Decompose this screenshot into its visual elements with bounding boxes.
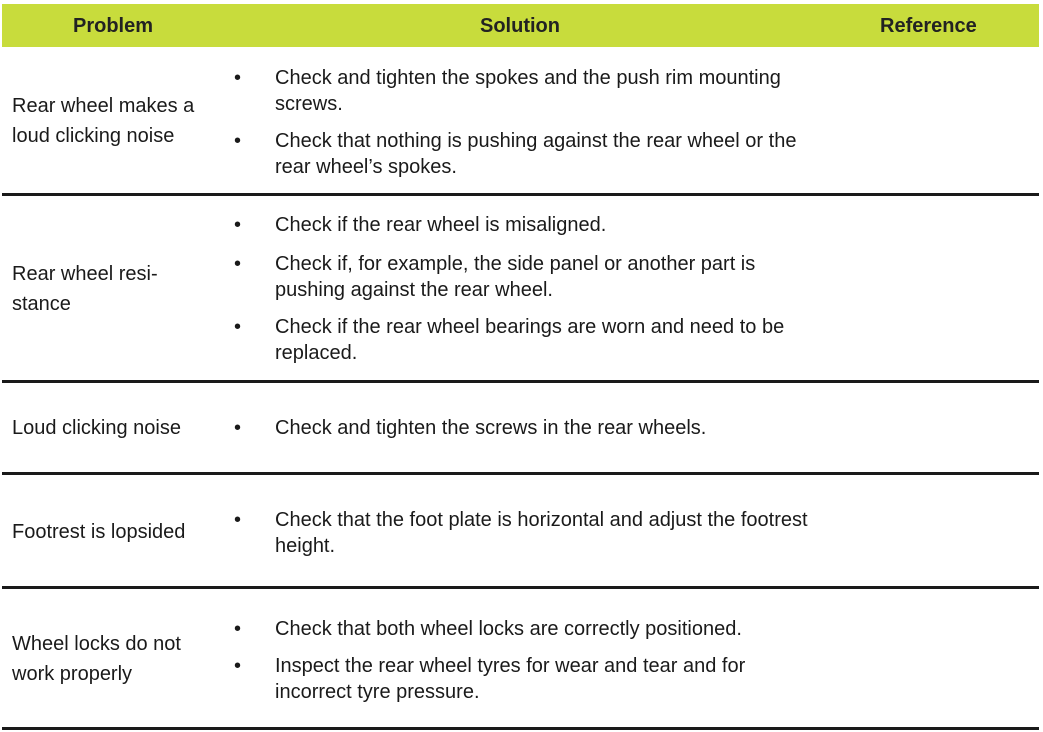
problem-cell: Wheel locks do not work properly: [12, 633, 181, 685]
bullet: •: [234, 618, 242, 640]
table-header: [2, 4, 1039, 47]
table-row: [2, 475, 1039, 586]
header-problem: Problem: [73, 15, 154, 37]
table-row: [2, 196, 1039, 380]
bullet: •: [234, 214, 242, 236]
solution-text: Check that both wheel locks are correctly positioned.: [275, 618, 742, 640]
bullet: •: [234, 253, 242, 275]
header-reference: Reference: [880, 15, 977, 37]
bullet: •: [234, 509, 242, 531]
problem-cell: Footrest is lopsided: [12, 521, 186, 543]
bullet: •: [234, 655, 242, 677]
solution-text: Check and tighten the screws in the rear wheels.: [275, 417, 707, 439]
solution-text: Check if, for example, the side panel or another part is pushing against the rear wheel.: [275, 253, 756, 301]
problem-cell: Rear wheel makes a loud clicking noise: [12, 95, 195, 147]
bullet: •: [234, 130, 242, 152]
solution-text: Check that nothing is pushing against the rear wheel or the rear wheel’s spokes.: [275, 130, 797, 178]
solution-text: Inspect the rear wheel tyres for wear and tear and for incorrect tyre pressure.: [275, 655, 746, 703]
table-row: [2, 589, 1039, 727]
problem-cell: Loud clicking noise: [12, 417, 181, 439]
solution-text: Check if the rear wheel is misaligned.: [275, 214, 607, 236]
header-solution: Solution: [480, 15, 560, 37]
problem-cell: Rear wheel resi- stance: [12, 263, 158, 315]
solution-text: Check and tighten the spokes and the push rim mounting screws.: [275, 67, 781, 115]
bullet: •: [234, 417, 242, 439]
table-row: [2, 383, 1039, 472]
bullet: •: [234, 316, 242, 338]
row-divider: [2, 727, 1039, 730]
solution-text: Check if the rear wheel bearings are worn and need to be replaced.: [275, 316, 785, 364]
bullet: •: [234, 67, 242, 89]
solution-text: Check that the foot plate is horizontal and adjust the footrest height.: [275, 509, 808, 557]
table-row: [2, 48, 1039, 194]
